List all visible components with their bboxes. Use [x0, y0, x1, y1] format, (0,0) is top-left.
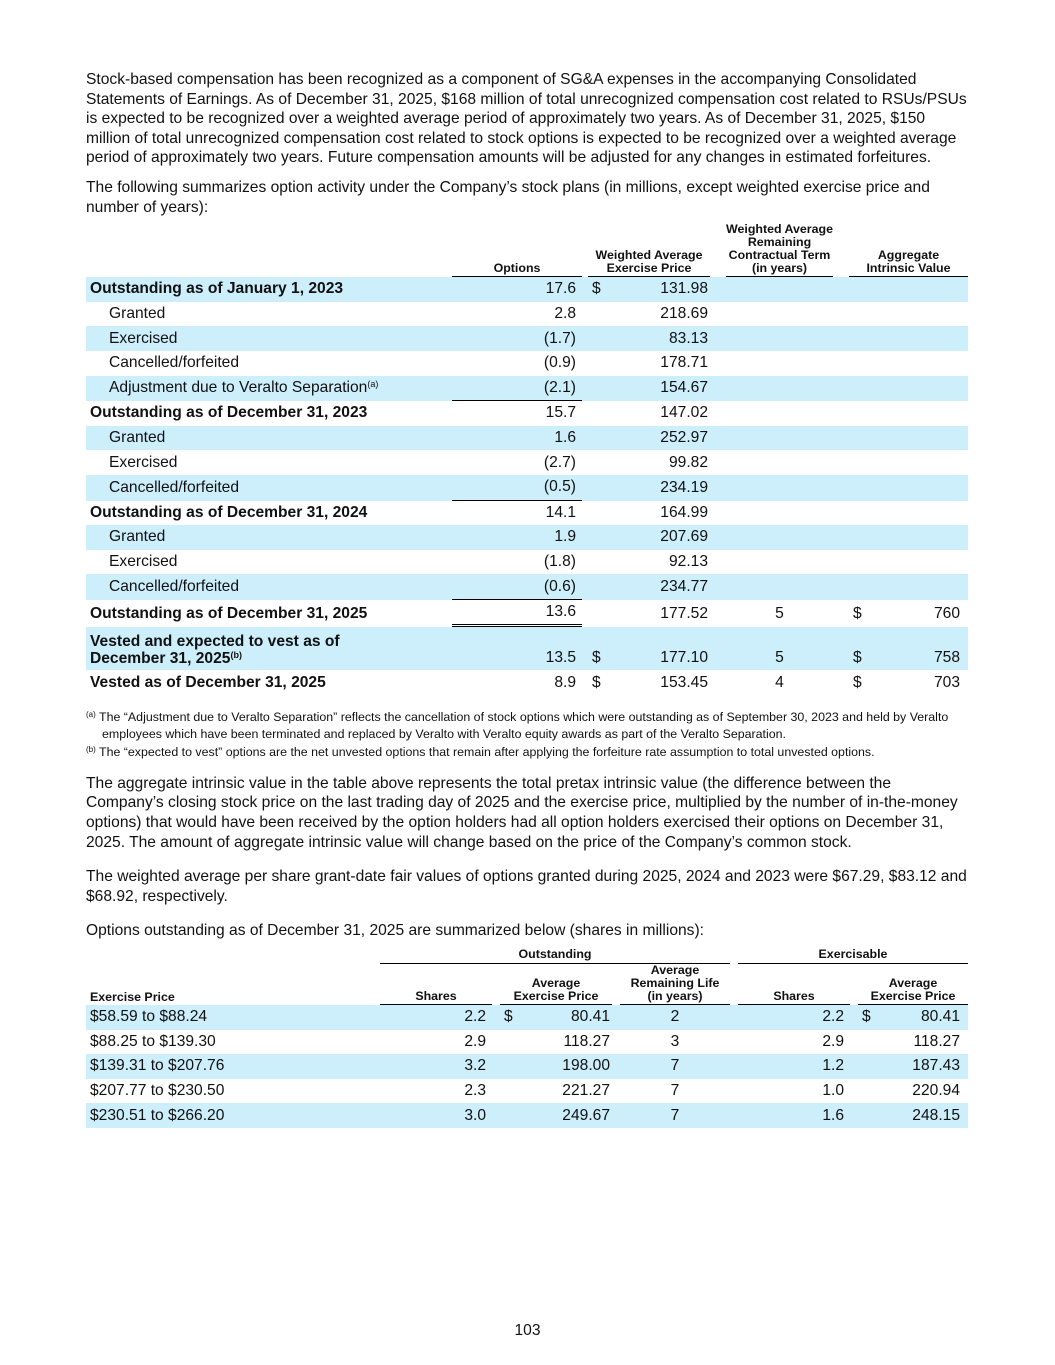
table-row: [86, 450, 968, 475]
options-value: (0.9): [543, 354, 576, 372]
option-activity-table: [86, 223, 968, 695]
table-row: [86, 1030, 968, 1055]
group-header-outstanding: Outstanding: [380, 947, 730, 964]
exercisable-shares-value: 1.2: [738, 1054, 850, 1079]
table-row: [86, 1079, 968, 1104]
header-weighted-avg-exercise-price: Weighted Average Exercise Price: [588, 223, 710, 277]
header-average-remaining-life: Average Remaining Life (in years): [620, 964, 730, 1005]
table-row: [86, 627, 968, 670]
price-value: 83.13: [610, 326, 710, 351]
paragraph-option-activity-intro: The following summarizes option activity under the Company’s stock plans (in millions, except weighted exercise price and number of years):: [86, 178, 930, 216]
table-row: [86, 401, 968, 426]
currency-symbol: $: [853, 673, 862, 691]
options-value: 8.9: [554, 673, 576, 691]
table-row: [86, 1103, 968, 1128]
price-value: 154.67: [610, 376, 710, 402]
header-exercisable-shares: Shares: [738, 964, 850, 1005]
footnote-a: $^{(a)}$ The “Adjustment due to Veralto Separation” reflects the cancellation of stock options which were outstanding as of September 30, 2023 and held by Veralto employees which have been terminated and replaced by Veralto with Veralto equity awards as part of the Veralto Separation.: [86, 710, 949, 741]
table-row: [86, 376, 968, 402]
options-value: 1.6: [452, 426, 582, 451]
row-label: Granted: [86, 426, 452, 451]
currency-symbol: $: [592, 673, 601, 691]
row-label: Exercised: [86, 326, 452, 351]
table-row: [86, 326, 968, 351]
table-row: [86, 600, 968, 628]
row-label: Cancelled/forfeited: [86, 475, 452, 501]
shares-value: 2.3: [464, 1082, 486, 1100]
price-value: 177.52: [660, 604, 708, 622]
exercisable-shares-value: 1.6: [738, 1103, 850, 1128]
options-value: 14.1: [545, 503, 576, 521]
options-by-price-range-table: [86, 947, 968, 1128]
table-row: [86, 550, 968, 575]
table-row: [86, 525, 968, 550]
options-value: (0.6): [452, 574, 582, 600]
shares-value: 3.0: [380, 1103, 492, 1128]
remaining-life-value: 3: [670, 1032, 680, 1050]
row-label: Exercised: [109, 453, 178, 471]
avg-price-value: 118.27: [563, 1032, 610, 1050]
row-label: Outstanding as of December 31, 2024: [90, 503, 368, 521]
row-label: Outstanding as of December 31, 2023: [90, 404, 368, 422]
table-row: [86, 670, 968, 695]
price-value: 164.99: [660, 503, 708, 521]
header-shares: Shares: [380, 964, 492, 1005]
header-aggregate-intrinsic-value: Aggregate Intrinsic Value: [849, 223, 968, 277]
row-label: Adjustment due to Veralto Separation$^{(a)}$: [86, 376, 452, 402]
shares-value: 2.2: [380, 1005, 492, 1030]
intrinsic-value: 703: [933, 673, 960, 691]
table-row: [86, 574, 968, 600]
options-value: 17.6: [452, 277, 582, 302]
exercisable-shares-value: 2.2: [738, 1005, 850, 1030]
intrinsic-value: 758: [871, 627, 968, 670]
exercisable-shares-value: 2.9: [822, 1032, 844, 1050]
header-exercise-price: Exercise Price: [90, 990, 175, 1004]
options-value: 1.9: [452, 525, 582, 550]
avg-price-value: 198.00: [522, 1054, 612, 1079]
currency-symbol: $: [588, 627, 610, 670]
price-value: 147.02: [660, 404, 708, 422]
options-value: 15.7: [545, 404, 576, 422]
remaining-life-value: 7: [620, 1103, 730, 1128]
options-value: (0.5): [452, 475, 582, 501]
options-value: (2.7): [543, 453, 576, 471]
exercisable-shares-value: 1.0: [822, 1082, 844, 1100]
price-value: 252.97: [610, 426, 710, 451]
shares-value: 2.9: [464, 1032, 486, 1050]
currency-symbol: $: [500, 1005, 522, 1030]
avg-price-value: 221.27: [562, 1082, 610, 1100]
price-value: 234.19: [610, 475, 710, 501]
footnote-a-ref: (a): [367, 379, 379, 390]
paragraph-intrinsic-value: The aggregate intrinsic value in the table above represents the total pretax intrinsic value (the difference between the Company’s closing stock price on the last trading day of 2025 and the exercise price, multiplied by the number of in-the-money options) that would have been received by the option holders had all option holders exercised their options on December 31, 2025. The amount of aggregate intrinsic value will change based on the price of the Company’s common stock.: [86, 774, 958, 851]
table-row: [86, 1005, 968, 1030]
page-content: [86, 70, 968, 1128]
paragraph-unrecognized-cost: Stock-based compensation has been recognized as a component of SG&A expenses in the accompanying Consolidated Statements of Earnings. As of December 31, 2025, $168 million of total unrecognized compensation cost related to RSUs/PSUs is expected to be recognized over a weighted average period of approximately two years. As of December 31, 2025, $150 million of total unrecognized compensation cost related to stock options is expected to be recognized over a weighted average period of approximately two years. Future compensation amounts will be adjusted for any changes in estimated forfeitures.: [86, 71, 967, 167]
table-row: [86, 426, 968, 451]
exercisable-price-value: 80.41: [878, 1005, 968, 1030]
price-value: 234.77: [610, 574, 710, 600]
row-label: Cancelled/forfeited: [86, 574, 452, 600]
table-row: [86, 351, 968, 376]
row-label: Outstanding as of January 1, 2023: [86, 277, 452, 302]
price-range: $207.77 to $230.50: [90, 1082, 225, 1100]
page-number: 103: [514, 1322, 541, 1339]
currency-symbol: $: [588, 277, 610, 302]
row-label: Cancelled/forfeited: [109, 354, 240, 372]
exercisable-price-value: 187.43: [878, 1054, 968, 1079]
avg-price-value: 249.67: [522, 1103, 612, 1128]
header-options: Options: [452, 223, 582, 277]
exercisable-price-value: 118.27: [913, 1032, 960, 1050]
options-value: 2.8: [554, 305, 576, 323]
row-label: Granted: [109, 305, 166, 323]
row-label: Granted: [86, 525, 452, 550]
header-remaining-contractual-term: Weighted Average Remaining Contractual Term (in years): [726, 222, 833, 276]
remaining-life-value: 2: [620, 1005, 730, 1030]
price-value: 153.45: [660, 673, 708, 691]
options-value: 13.5: [452, 627, 582, 670]
price-range: $139.31 to $207.76: [86, 1054, 380, 1079]
price-value: 207.69: [610, 525, 710, 550]
remaining-life-value: 7: [620, 1054, 730, 1079]
term-value: 5: [775, 604, 784, 622]
shares-value: 3.2: [380, 1054, 492, 1079]
price-value: 131.98: [610, 277, 710, 302]
currency-symbol: $: [858, 1005, 878, 1030]
options-value: (1.8): [543, 552, 576, 570]
price-range: $230.51 to $266.20: [86, 1103, 380, 1128]
currency-symbol: $: [853, 604, 862, 622]
table-row: [86, 302, 968, 327]
table-row: [86, 1054, 968, 1079]
row-label: Vested as of December 31, 2025: [90, 673, 326, 691]
currency-symbol: $: [849, 627, 871, 670]
row-label: Outstanding as of December 31, 2025: [90, 604, 368, 622]
table-row: [86, 475, 968, 501]
term-value: 5: [726, 627, 833, 670]
avg-price-value: 80.41: [522, 1005, 612, 1030]
price-range: $88.25 to $139.30: [90, 1032, 216, 1050]
group-header-exercisable: Exercisable: [738, 947, 968, 964]
options-value: (2.1): [452, 376, 582, 402]
remaining-life-value: 7: [670, 1082, 680, 1100]
exercisable-price-value: 220.94: [912, 1082, 960, 1100]
row-label: Exercised: [109, 552, 178, 570]
term-value: 4: [775, 673, 784, 691]
header-exercisable-average-price: Average Exercise Price: [858, 964, 968, 1005]
price-value: 92.13: [668, 552, 708, 570]
table-row: [86, 277, 968, 302]
row-label: Vested and expected to vest as of December 31, 2025$^{(b)}$: [86, 627, 452, 670]
header-average-exercise-price: Average Exercise Price: [500, 964, 612, 1005]
intrinsic-value: 760: [933, 604, 960, 622]
price-value: 177.10: [610, 627, 710, 670]
price-range: $58.59 to $88.24: [86, 1005, 380, 1030]
table-row: [86, 501, 968, 526]
price-value: 218.69: [660, 305, 708, 323]
header-blank: [86, 223, 452, 277]
paragraph-fair-values: The weighted average per share grant-date fair values of options granted during 2025, 2024 and 2023 were $67.29, $83.12 and $68.92, respectively.: [86, 868, 967, 905]
exercisable-price-value: 248.15: [878, 1103, 968, 1128]
price-value: 178.71: [660, 354, 708, 372]
paragraph-options-outstanding-intro: Options outstanding as of December 31, 2025 are summarized below (shares in millions):: [86, 922, 704, 940]
footnote-b: $^{(b)}$ The “expected to vest” options are the net unvested options that remain after applying the forfeiture rate assumption to total unvested options.: [86, 745, 875, 760]
price-value: 99.82: [668, 453, 708, 471]
footnote-b-ref: (b): [230, 650, 242, 661]
options-value: (1.7): [452, 326, 582, 351]
options-value: 13.6: [452, 600, 582, 628]
